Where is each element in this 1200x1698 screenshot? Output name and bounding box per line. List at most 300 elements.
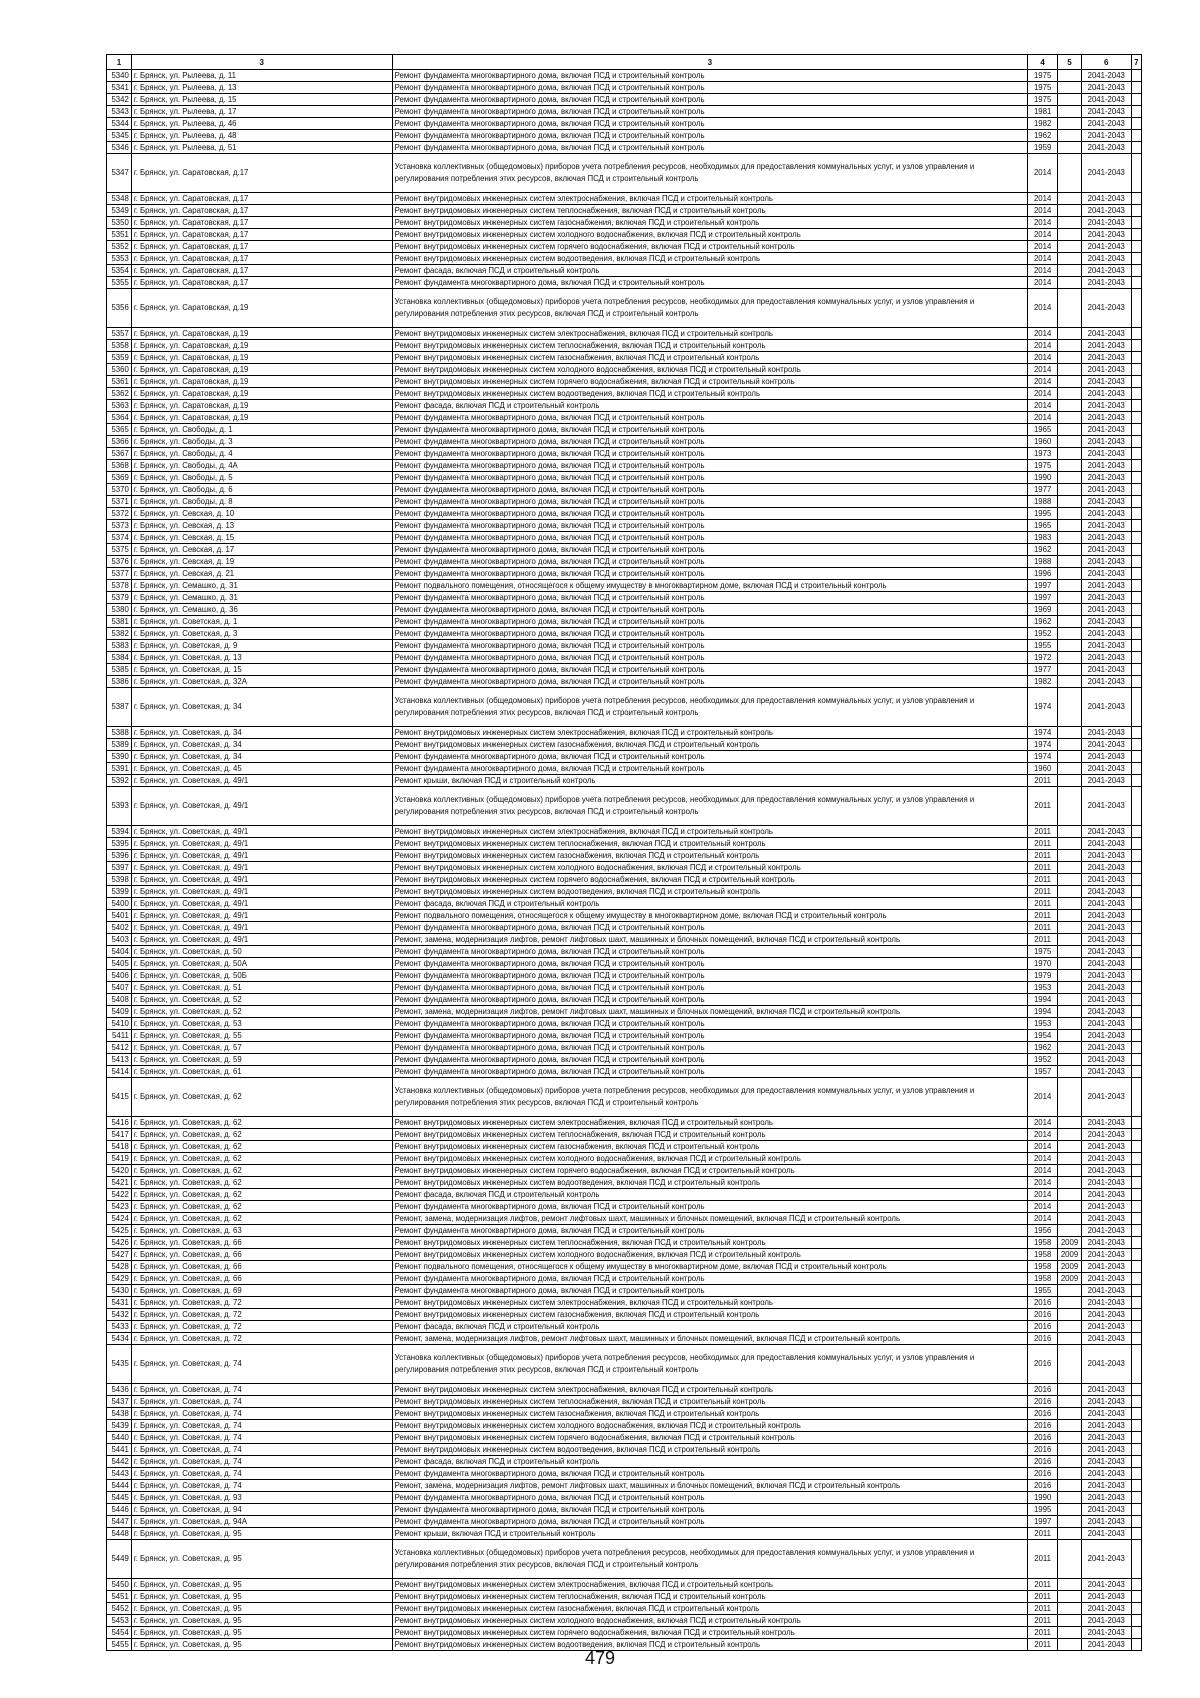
table-row (107, 982, 1142, 994)
year-repair-cell (1058, 886, 1082, 898)
row-number: 5448 (107, 1528, 132, 1540)
work-type-cell: Ремонт внутридомовых инженерных систем газоснабжения, включая ПСД и строительный контроль (392, 850, 1027, 862)
empty-cell (1131, 664, 1141, 676)
year-built-cell: 2014 (1028, 388, 1058, 400)
empty-cell (1131, 142, 1141, 154)
address-cell: г. Брянск, ул. Советская, д. 49/1 (131, 850, 392, 862)
period-cell: 2041-2043 (1081, 1432, 1131, 1444)
address-cell: г. Брянск, ул. Советская, д. 62 (131, 1117, 392, 1129)
year-built-cell: 2011 (1028, 1591, 1058, 1603)
period-cell: 2041-2043 (1081, 739, 1131, 751)
work-type-cell: Установка коллективных (общедомовых) приборов учета потребления ресурсов, необходимых для предоставления коммунальных услуг, и узлов управления и регулирования потребления этих ресурсов, включая ПСД и строительный контроль (392, 289, 1027, 328)
table-row (107, 508, 1142, 520)
year-repair-cell (1058, 376, 1082, 388)
empty-cell (1131, 484, 1141, 496)
period-cell: 2041-2043 (1081, 1261, 1131, 1273)
empty-cell (1131, 1165, 1141, 1177)
year-built-cell: 1996 (1028, 568, 1058, 580)
year-built-cell: 2011 (1028, 787, 1058, 826)
table-row (107, 1177, 1142, 1189)
year-built-cell: 1995 (1028, 1504, 1058, 1516)
year-built-cell: 1997 (1028, 592, 1058, 604)
table-row (107, 1468, 1142, 1480)
row-number: 5377 (107, 568, 132, 580)
row-number: 5365 (107, 424, 132, 436)
period-cell: 2041-2043 (1081, 1030, 1131, 1042)
address-cell: г. Брянск, ул. Советская, д. 63 (131, 1225, 392, 1237)
work-type-cell: Ремонт фундамента многоквартирного дома, включая ПСД и строительный контроль (392, 958, 1027, 970)
address-cell: г. Брянск, ул. Саратовская, д.19 (131, 388, 392, 400)
empty-cell (1131, 205, 1141, 217)
address-cell: г. Брянск, ул. Советская, д. 34 (131, 727, 392, 739)
year-built-cell: 2014 (1028, 1189, 1058, 1201)
table-row (107, 217, 1142, 229)
year-built-cell: 1959 (1028, 142, 1058, 154)
empty-cell (1131, 424, 1141, 436)
year-built-cell: 1960 (1028, 436, 1058, 448)
work-type-cell: Ремонт внутридомовых инженерных систем газоснабжения, включая ПСД и строительный контроль (392, 352, 1027, 364)
work-type-cell: Ремонт внутридомовых инженерных систем холодного водоснабжения, включая ПСД и строительный контроль (392, 1420, 1027, 1432)
table-row (107, 1333, 1142, 1345)
period-cell: 2041-2043 (1081, 1141, 1131, 1153)
year-repair-cell (1058, 826, 1082, 838)
empty-cell (1131, 982, 1141, 994)
empty-cell (1131, 1201, 1141, 1213)
work-type-cell: Ремонт фундамента многоквартирного дома, включая ПСД и строительный контроль (392, 970, 1027, 982)
empty-cell (1131, 934, 1141, 946)
year-built-cell: 1958 (1028, 1249, 1058, 1261)
row-number: 5434 (107, 1333, 132, 1345)
row-number: 5417 (107, 1129, 132, 1141)
year-built-cell: 2011 (1028, 775, 1058, 787)
row-number: 5379 (107, 592, 132, 604)
row-number: 5439 (107, 1420, 132, 1432)
table-row (107, 496, 1142, 508)
year-repair-cell (1058, 508, 1082, 520)
year-built-cell: 2011 (1028, 1615, 1058, 1627)
work-type-cell: Ремонт фундамента многоквартирного дома, включая ПСД и строительный контроль (392, 763, 1027, 775)
period-cell: 2041-2043 (1081, 1528, 1131, 1540)
empty-cell (1131, 751, 1141, 763)
period-cell: 2041-2043 (1081, 448, 1131, 460)
row-number: 5393 (107, 787, 132, 826)
period-cell: 2041-2043 (1081, 676, 1131, 688)
table-row (107, 787, 1142, 826)
year-built-cell: 2011 (1028, 1528, 1058, 1540)
empty-cell (1131, 328, 1141, 340)
address-cell: г. Брянск, ул. Рылеева, д. 13 (131, 82, 392, 94)
row-number: 5451 (107, 1591, 132, 1603)
period-cell: 2041-2043 (1081, 532, 1131, 544)
address-cell: г. Брянск, ул. Советская, д. 61 (131, 1066, 392, 1078)
year-repair-cell (1058, 922, 1082, 934)
year-built-cell: 1997 (1028, 580, 1058, 592)
empty-cell (1131, 412, 1141, 424)
table-row (107, 739, 1142, 751)
address-cell: г. Брянск, ул. Советская, д. 74 (131, 1456, 392, 1468)
address-cell: г. Брянск, ул. Севская, д. 17 (131, 544, 392, 556)
table-row (107, 1249, 1142, 1261)
year-repair-cell (1058, 205, 1082, 217)
empty-cell (1131, 1492, 1141, 1504)
row-number: 5447 (107, 1516, 132, 1528)
empty-cell (1131, 850, 1141, 862)
empty-cell (1131, 1006, 1141, 1018)
table-row (107, 556, 1142, 568)
period-cell: 2041-2043 (1081, 376, 1131, 388)
row-number: 5426 (107, 1237, 132, 1249)
row-number: 5424 (107, 1213, 132, 1225)
year-built-cell: 1962 (1028, 544, 1058, 556)
address-cell: г. Брянск, ул. Свободы, д. 4А (131, 460, 392, 472)
row-number: 5431 (107, 1297, 132, 1309)
period-cell: 2041-2043 (1081, 1579, 1131, 1591)
year-repair-cell (1058, 265, 1082, 277)
year-built-cell: 2011 (1028, 862, 1058, 874)
empty-cell (1131, 1333, 1141, 1345)
address-cell: г. Брянск, ул. Советская, д. 49/1 (131, 874, 392, 886)
year-repair-cell (1058, 106, 1082, 118)
address-cell: г. Брянск, ул. Свободы, д. 6 (131, 484, 392, 496)
year-repair-cell (1058, 289, 1082, 328)
table-row (107, 1006, 1142, 1018)
address-cell: г. Брянск, ул. Рылеева, д. 48 (131, 130, 392, 142)
work-type-cell: Ремонт фундамента многоквартирного дома, включая ПСД и строительный контроль (392, 568, 1027, 580)
row-number: 5452 (107, 1603, 132, 1615)
work-type-cell: Ремонт фундамента многоквартирного дома, включая ПСД и строительный контроль (392, 130, 1027, 142)
table-row (107, 70, 1142, 82)
work-type-cell: Ремонт внутридомовых инженерных систем газоснабжения, включая ПСД и строительный контроль (392, 1603, 1027, 1615)
year-built-cell: 2014 (1028, 412, 1058, 424)
year-built-cell: 1975 (1028, 70, 1058, 82)
year-built-cell: 2014 (1028, 241, 1058, 253)
table-row (107, 1516, 1142, 1528)
row-number: 5430 (107, 1285, 132, 1297)
empty-cell (1131, 289, 1141, 328)
period-cell: 2041-2043 (1081, 1273, 1131, 1285)
address-cell: г. Брянск, ул. Рылеева, д. 15 (131, 94, 392, 106)
year-built-cell: 2016 (1028, 1456, 1058, 1468)
work-type-cell: Ремонт внутридомовых инженерных систем водоотведения, включая ПСД и строительный контроль (392, 388, 1027, 400)
address-cell: г. Брянск, ул. Свободы, д. 1 (131, 424, 392, 436)
table-row (107, 1528, 1142, 1540)
row-number: 5354 (107, 265, 132, 277)
row-number: 5348 (107, 193, 132, 205)
table-row (107, 1030, 1142, 1042)
year-built-cell: 1981 (1028, 106, 1058, 118)
year-repair-cell (1058, 1504, 1082, 1516)
work-type-cell: Ремонт фасада, включая ПСД и строительный контроль (392, 898, 1027, 910)
address-cell: г. Брянск, ул. Советская, д. 32А (131, 676, 392, 688)
work-type-cell: Ремонт внутридомовых инженерных систем горячего водоснабжения, включая ПСД и строительный контроль (392, 241, 1027, 253)
period-cell: 2041-2043 (1081, 253, 1131, 265)
year-repair-cell (1058, 1042, 1082, 1054)
work-type-cell: Ремонт внутридомовых инженерных систем электроснабжения, включая ПСД и строительный контроль (392, 1297, 1027, 1309)
year-built-cell: 2014 (1028, 1165, 1058, 1177)
year-repair-cell (1058, 217, 1082, 229)
empty-cell (1131, 628, 1141, 640)
period-cell: 2041-2043 (1081, 958, 1131, 970)
year-built-cell: 2011 (1028, 922, 1058, 934)
period-cell: 2041-2043 (1081, 886, 1131, 898)
work-type-cell: Ремонт фундамента многоквартирного дома, включая ПСД и строительный контроль (392, 922, 1027, 934)
period-cell: 2041-2043 (1081, 1018, 1131, 1030)
row-number: 5378 (107, 580, 132, 592)
period-cell: 2041-2043 (1081, 1492, 1131, 1504)
address-cell: г. Брянск, ул. Советская, д. 69 (131, 1285, 392, 1297)
table-row (107, 898, 1142, 910)
empty-cell (1131, 1468, 1141, 1480)
year-built-cell: 1975 (1028, 460, 1058, 472)
empty-cell (1131, 217, 1141, 229)
header-cell: 6 (1081, 55, 1131, 70)
work-type-cell: Ремонт внутридомовых инженерных систем горячего водоснабжения, включая ПСД и строительный контроль (392, 1627, 1027, 1639)
work-type-cell: Ремонт внутридомовых инженерных систем теплоснабжения, включая ПСД и строительный контроль (392, 1129, 1027, 1141)
empty-cell (1131, 364, 1141, 376)
work-type-cell: Ремонт фундамента многоквартирного дома, включая ПСД и строительный контроль (392, 640, 1027, 652)
period-cell: 2041-2043 (1081, 154, 1131, 193)
empty-cell (1131, 1480, 1141, 1492)
year-built-cell: 2016 (1028, 1408, 1058, 1420)
address-cell: г. Брянск, ул. Советская, д. 93 (131, 1492, 392, 1504)
capital-repair-table (106, 54, 1142, 1651)
empty-cell (1131, 640, 1141, 652)
period-cell: 2041-2043 (1081, 994, 1131, 1006)
table-row (107, 1273, 1142, 1285)
empty-cell (1131, 946, 1141, 958)
empty-cell (1131, 1396, 1141, 1408)
table-row (107, 1579, 1142, 1591)
period-cell: 2041-2043 (1081, 1213, 1131, 1225)
empty-cell (1131, 604, 1141, 616)
row-number: 5423 (107, 1201, 132, 1213)
year-repair-cell: 2009 (1058, 1249, 1082, 1261)
empty-cell (1131, 277, 1141, 289)
row-number: 5376 (107, 556, 132, 568)
row-number: 5350 (107, 217, 132, 229)
work-type-cell: Ремонт внутридомовых инженерных систем теплоснабжения, включая ПСД и строительный контроль (392, 1396, 1027, 1408)
year-repair-cell (1058, 241, 1082, 253)
empty-cell (1131, 1456, 1141, 1468)
work-type-cell: Ремонт фундамента многоквартирного дома, включая ПСД и строительный контроль (392, 1054, 1027, 1066)
address-cell: г. Брянск, ул. Севская, д. 13 (131, 520, 392, 532)
empty-cell (1131, 436, 1141, 448)
period-cell: 2041-2043 (1081, 1333, 1131, 1345)
address-cell: г. Брянск, ул. Саратовская, д.17 (131, 229, 392, 241)
work-type-cell: Ремонт внутридомовых инженерных систем водоотведения, включая ПСД и строительный контроль (392, 1177, 1027, 1189)
table-row (107, 874, 1142, 886)
table-row (107, 1591, 1142, 1603)
year-repair-cell (1058, 1603, 1082, 1615)
work-type-cell: Ремонт фундамента многоквартирного дома, включая ПСД и строительный контроль (392, 1273, 1027, 1285)
address-cell: г. Брянск, ул. Советская, д. 95 (131, 1639, 392, 1651)
year-repair-cell (1058, 142, 1082, 154)
table-row (107, 448, 1142, 460)
year-built-cell: 2014 (1028, 1177, 1058, 1189)
year-built-cell: 2014 (1028, 1141, 1058, 1153)
empty-cell (1131, 106, 1141, 118)
row-number: 5343 (107, 106, 132, 118)
table-row (107, 94, 1142, 106)
year-built-cell: 1990 (1028, 472, 1058, 484)
year-repair-cell (1058, 850, 1082, 862)
row-number: 5418 (107, 1141, 132, 1153)
table-row (107, 910, 1142, 922)
year-repair-cell (1058, 364, 1082, 376)
work-type-cell: Ремонт фасада, включая ПСД и строительный контроль (392, 1321, 1027, 1333)
period-cell: 2041-2043 (1081, 82, 1131, 94)
year-built-cell: 2014 (1028, 229, 1058, 241)
table-row (107, 652, 1142, 664)
empty-cell (1131, 922, 1141, 934)
table-row (107, 934, 1142, 946)
year-repair-cell (1058, 1384, 1082, 1396)
period-cell: 2041-2043 (1081, 412, 1131, 424)
address-cell: г. Брянск, ул. Советская, д. 95 (131, 1591, 392, 1603)
row-number: 5351 (107, 229, 132, 241)
year-built-cell: 2014 (1028, 217, 1058, 229)
year-repair-cell (1058, 94, 1082, 106)
address-cell: г. Брянск, ул. Советская, д. 95 (131, 1540, 392, 1579)
year-built-cell: 2011 (1028, 910, 1058, 922)
empty-cell (1131, 388, 1141, 400)
address-cell: г. Брянск, ул. Советская, д. 62 (131, 1189, 392, 1201)
empty-cell (1131, 1591, 1141, 1603)
address-cell: г. Брянск, ул. Саратовская, д.17 (131, 205, 392, 217)
row-number: 5436 (107, 1384, 132, 1396)
address-cell: г. Брянск, ул. Севская, д. 15 (131, 532, 392, 544)
work-type-cell: Ремонт внутридомовых инженерных систем теплоснабжения, включая ПСД и строительный контроль (392, 340, 1027, 352)
year-repair-cell (1058, 1213, 1082, 1225)
year-repair-cell (1058, 763, 1082, 775)
work-type-cell: Ремонт фасада, включая ПСД и строительный контроль (392, 400, 1027, 412)
row-number: 5373 (107, 520, 132, 532)
work-type-cell: Ремонт фундамента многоквартирного дома, включая ПСД и строительный контроль (392, 652, 1027, 664)
work-type-cell: Ремонт фундамента многоквартирного дома, включая ПСД и строительный контроль (392, 82, 1027, 94)
year-repair-cell (1058, 1408, 1082, 1420)
address-cell: г. Брянск, ул. Саратовская, д.19 (131, 364, 392, 376)
table-row (107, 763, 1142, 775)
year-built-cell: 2011 (1028, 826, 1058, 838)
empty-cell (1131, 787, 1141, 826)
address-cell: г. Брянск, ул. Советская, д. 15 (131, 664, 392, 676)
row-number: 5408 (107, 994, 132, 1006)
work-type-cell: Установка коллективных (общедомовых) приборов учета потребления ресурсов, необходимых для предоставления коммунальных услуг, и узлов управления и регулирования потребления этих ресурсов, включая ПСД и строительный контроль (392, 688, 1027, 727)
period-cell: 2041-2043 (1081, 1042, 1131, 1054)
address-cell: г. Брянск, ул. Свободы, д. 8 (131, 496, 392, 508)
address-cell: г. Брянск, ул. Советская, д. 72 (131, 1333, 392, 1345)
period-cell: 2041-2043 (1081, 862, 1131, 874)
address-cell: г. Брянск, ул. Рылеева, д. 11 (131, 70, 392, 82)
address-cell: г. Брянск, ул. Советская, д. 66 (131, 1249, 392, 1261)
period-cell: 2041-2043 (1081, 1153, 1131, 1165)
empty-cell (1131, 241, 1141, 253)
work-type-cell: Ремонт фундамента многоквартирного дома, включая ПСД и строительный контроль (392, 664, 1027, 676)
row-number: 5401 (107, 910, 132, 922)
table-row (107, 388, 1142, 400)
row-number: 5361 (107, 376, 132, 388)
address-cell: г. Брянск, ул. Советская, д. 57 (131, 1042, 392, 1054)
year-built-cell: 1970 (1028, 958, 1058, 970)
address-cell: г. Брянск, ул. Советская, д. 49/1 (131, 862, 392, 874)
row-number: 5372 (107, 508, 132, 520)
empty-cell (1131, 775, 1141, 787)
table-row (107, 1309, 1142, 1321)
table-row (107, 1189, 1142, 1201)
work-type-cell: Ремонт внутридомовых инженерных систем горячего водоснабжения, включая ПСД и строительный контроль (392, 1165, 1027, 1177)
empty-cell (1131, 1189, 1141, 1201)
row-number: 5369 (107, 472, 132, 484)
row-number: 5355 (107, 277, 132, 289)
row-number: 5403 (107, 934, 132, 946)
period-cell: 2041-2043 (1081, 1165, 1131, 1177)
address-cell: г. Брянск, ул. Советская, д. 50Б (131, 970, 392, 982)
period-cell: 2041-2043 (1081, 130, 1131, 142)
address-cell: г. Брянск, ул. Саратовская, д.17 (131, 154, 392, 193)
row-number: 5383 (107, 640, 132, 652)
table-row (107, 946, 1142, 958)
work-type-cell: Ремонт фасада, включая ПСД и строительный контроль (392, 1456, 1027, 1468)
header-cell: 3 (131, 55, 392, 70)
table-row (107, 253, 1142, 265)
address-cell: г. Брянск, ул. Рылеева, д. 51 (131, 142, 392, 154)
year-built-cell: 2011 (1028, 1540, 1058, 1579)
row-number: 5352 (107, 241, 132, 253)
address-cell: г. Брянск, ул. Советская, д. 74 (131, 1480, 392, 1492)
work-type-cell: Ремонт фундамента многоквартирного дома, включая ПСД и строительный контроль (392, 484, 1027, 496)
address-cell: г. Брянск, ул. Советская, д. 66 (131, 1261, 392, 1273)
year-built-cell: 1958 (1028, 1273, 1058, 1285)
empty-cell (1131, 1042, 1141, 1054)
table-row (107, 472, 1142, 484)
empty-cell (1131, 1408, 1141, 1420)
row-number: 5415 (107, 1078, 132, 1117)
year-repair-cell (1058, 664, 1082, 676)
address-cell: г. Брянск, ул. Советская, д. 55 (131, 1030, 392, 1042)
table-row (107, 484, 1142, 496)
row-number: 5398 (107, 874, 132, 886)
year-repair-cell (1058, 1528, 1082, 1540)
table-row (107, 340, 1142, 352)
address-cell: г. Брянск, ул. Советская, д. 95 (131, 1579, 392, 1591)
work-type-cell: Установка коллективных (общедомовых) приборов учета потребления ресурсов, необходимых для предоставления коммунальных услуг, и узлов управления и регулирования потребления этих ресурсов, включая ПСД и строительный контроль (392, 154, 1027, 193)
year-built-cell: 2014 (1028, 154, 1058, 193)
period-cell: 2041-2043 (1081, 775, 1131, 787)
empty-cell (1131, 862, 1141, 874)
year-repair-cell (1058, 1333, 1082, 1345)
empty-cell (1131, 340, 1141, 352)
empty-cell (1131, 1078, 1141, 1117)
table-row (107, 1345, 1142, 1384)
year-repair-cell (1058, 1117, 1082, 1129)
year-built-cell: 1974 (1028, 739, 1058, 751)
row-number: 5437 (107, 1396, 132, 1408)
period-cell: 2041-2043 (1081, 910, 1131, 922)
work-type-cell: Ремонт внутридомовых инженерных систем газоснабжения, включая ПСД и строительный контроль (392, 217, 1027, 229)
period-cell: 2041-2043 (1081, 496, 1131, 508)
work-type-cell: Ремонт фундамента многоквартирного дома, включая ПСД и строительный контроль (392, 436, 1027, 448)
period-cell: 2041-2043 (1081, 508, 1131, 520)
period-cell: 2041-2043 (1081, 628, 1131, 640)
work-type-cell: Ремонт фундамента многоквартирного дома, включая ПСД и строительный контроль (392, 472, 1027, 484)
period-cell: 2041-2043 (1081, 1456, 1131, 1468)
row-number: 5438 (107, 1408, 132, 1420)
work-type-cell: Ремонт внутридомовых инженерных систем водоотведения, включая ПСД и строительный контроль (392, 1444, 1027, 1456)
address-cell: г. Брянск, ул. Советская, д. 74 (131, 1444, 392, 1456)
empty-cell (1131, 1177, 1141, 1189)
work-type-cell: Ремонт фасада, включая ПСД и строительный контроль (392, 1189, 1027, 1201)
row-number: 5353 (107, 253, 132, 265)
